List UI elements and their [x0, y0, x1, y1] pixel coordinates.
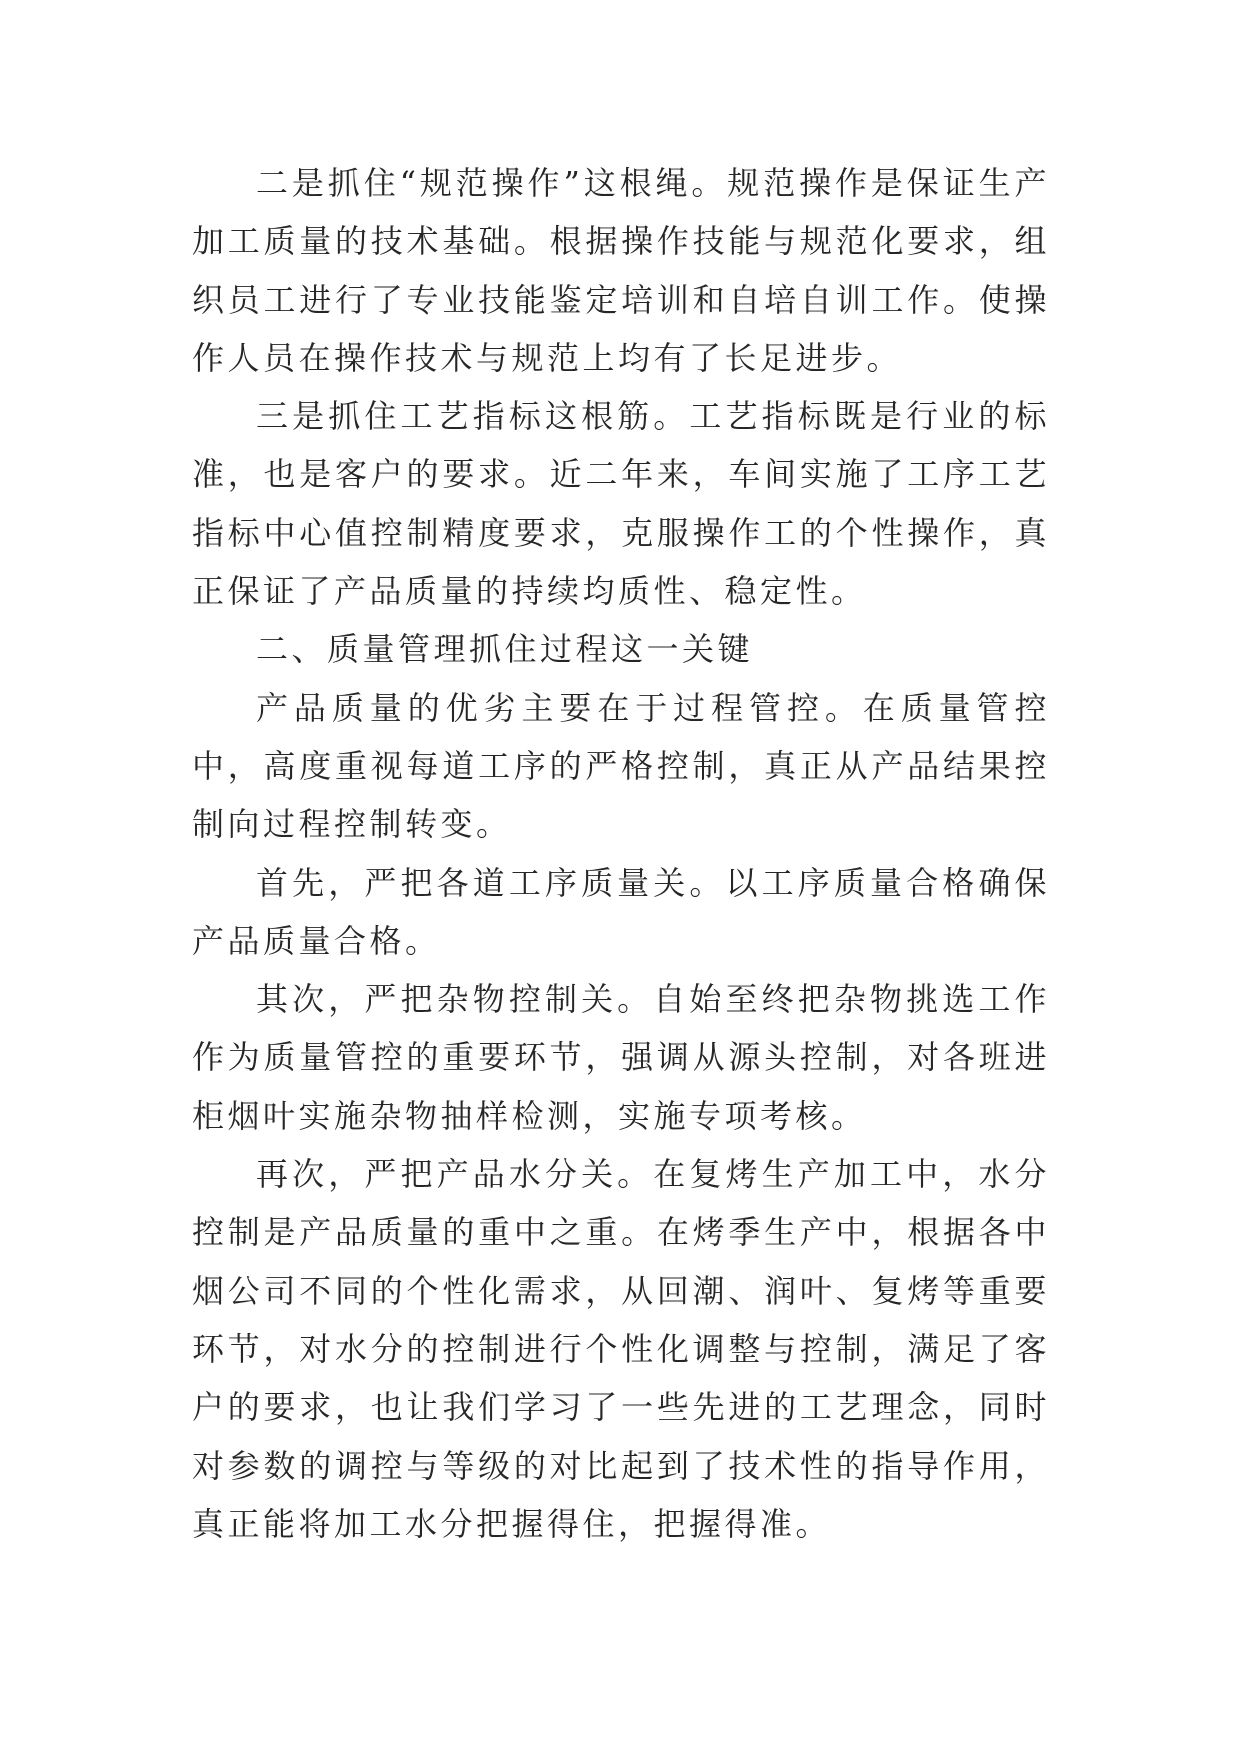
document-body [192, 154, 1050, 1553]
paragraph-second-debris-control: 其次，严把杂物控制关。自始至终把杂物挑选工作作为质量管控的重要环节，强调从源头控制，对各班进柜烟叶实施杂物抽样检测，实施专项考核。 [192, 980, 1050, 1135]
paragraph-first-procedure-quality: 首先，严把各道工序质量关。以工序质量合格确保产品质量合格。 [192, 863, 1050, 960]
section-heading-process-control: 二、质量管理抓住过程这一关键 [256, 630, 754, 669]
paragraph-operation-standards: 二是抓住“规范操作”这根绳。规范操作是保证生产加工质量的技术基础。根据操作技能与规范化要求，组织员工进行了专业技能鉴定培训和自培自训工作。使操作人员在操作技术与规范上均有了长足进步。 [192, 164, 1050, 377]
paragraph-process-management: 产品质量的优劣主要在于过程管控。在质量管控中，高度重视每道工序的严格控制，真正从产品结果控制向过程控制转变。 [192, 688, 1050, 844]
paragraph-process-indicators: 三是抓住工艺指标这根筋。工艺指标既是行业的标准，也是客户的要求。近二年来，车间实施了工序工艺指标中心值控制精度要求，克服操作工的个性操作，真正保证了产品质量的持续均质性、稳定性。 [192, 397, 1050, 611]
paragraph-third-moisture-control: 再次，严把产品水分关。在复烤生产加工中，水分控制是产品质量的重中之重。在烤季生产中，根据各中烟公司不同的个性化需求，从回潮、润叶、复烤等重要环节，对水分的控制进行个性化调整与控制，满足了客户的要求，也让我们学习了一些先进的工艺理念，同时对参数的调控与等级的对比起到了技术性的指导作用，真正能将加工水分把握得住，把握得准。 [192, 1155, 1050, 1543]
